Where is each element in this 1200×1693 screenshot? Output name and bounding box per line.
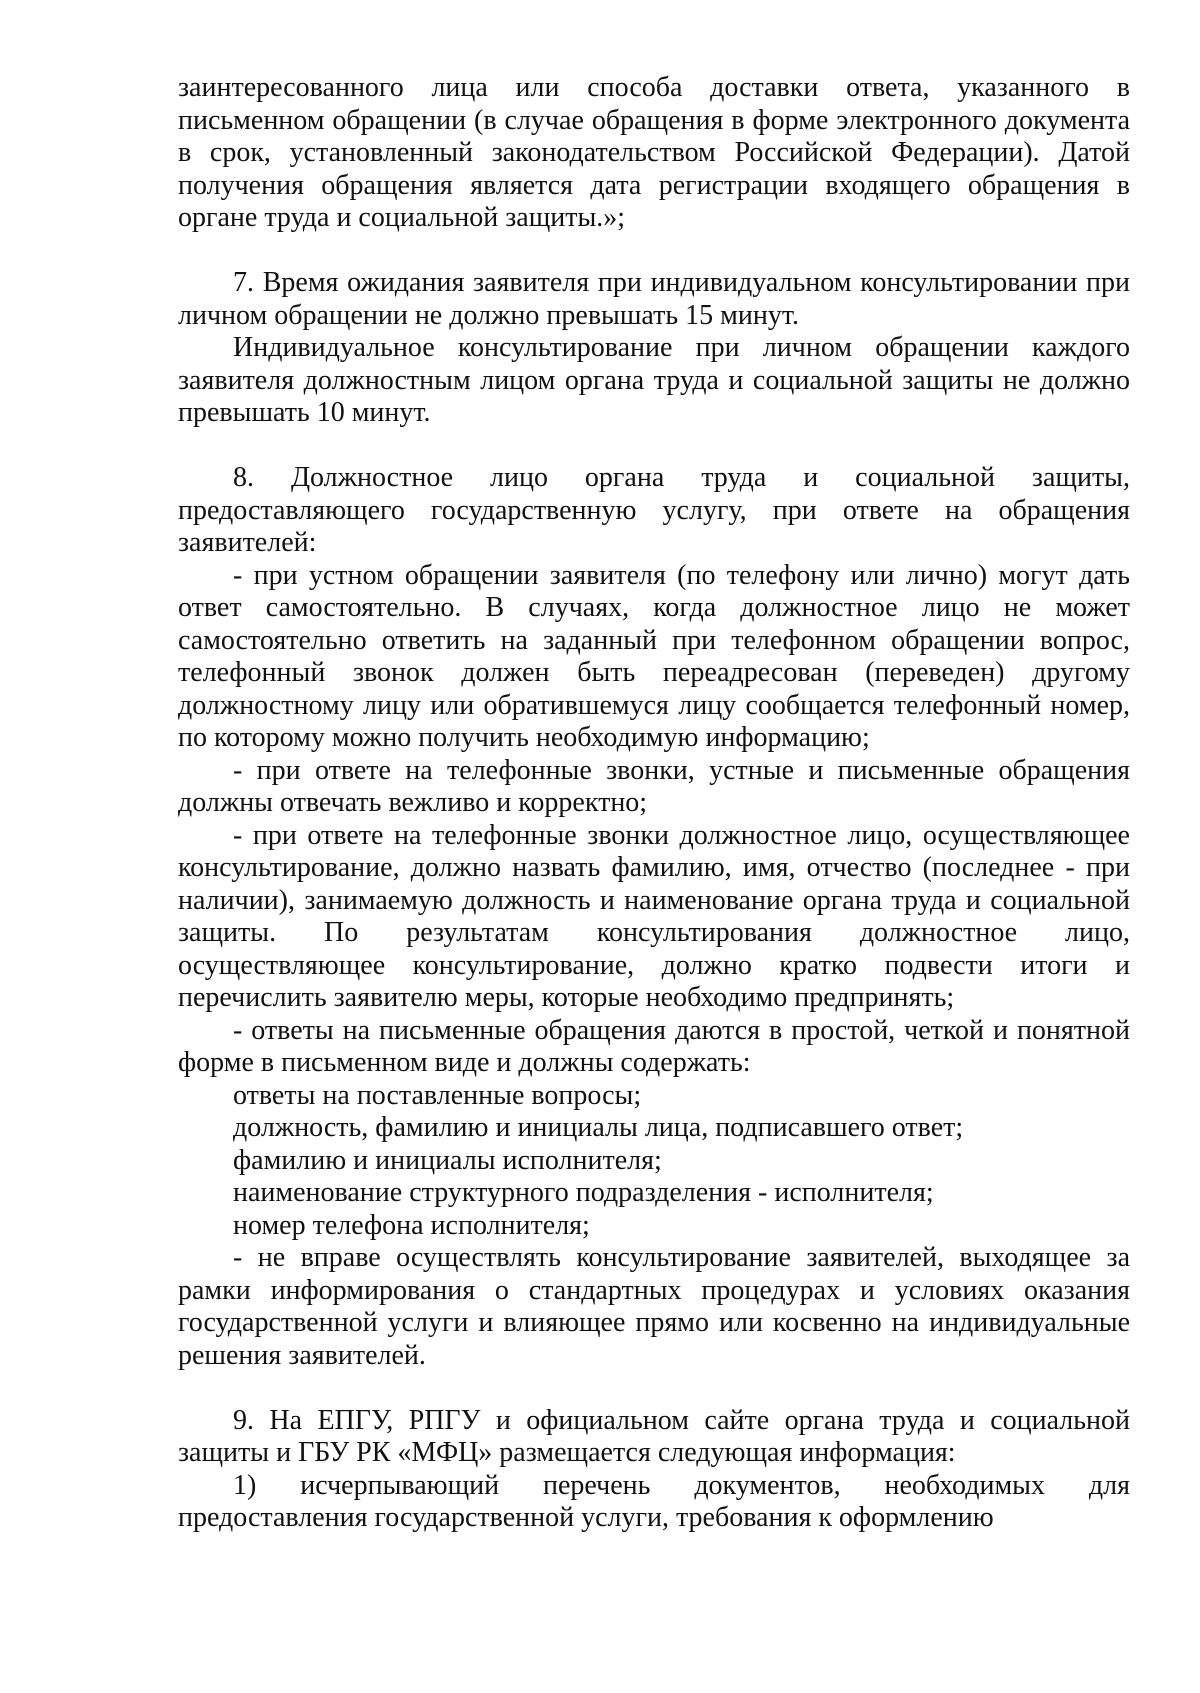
section-8-item-3: - при ответе на телефонные звонки должностное лицо, осуществляющее консультирование, должно назвать фамилию, имя, отчество (последнее - при наличии), занимаемую должность и наименование органа труда и социальной защиты. По результатам консультирования должностное лицо, осуществляющее консультирование, должно кратко подвести итоги и перечислить заявителю меры, которые необходимо предпринять; bbox=[178, 819, 1130, 1013]
section-9-intro: 9. На ЕПГУ, РПГУ и официальном сайте органа труда и социальной защиты и ГБУ РК «МФЦ» размещается следующая информация: bbox=[178, 1404, 1130, 1468]
section-8-item-4: - ответы на письменные обращения даются в простой, четкой и понятной форме в письменном виде и должны содержать: bbox=[178, 1014, 1130, 1078]
sub-list-item: фамилию и инициалы исполнителя; bbox=[233, 1144, 662, 1176]
section-7-paragraph-1: 7. Время ожидания заявителя при индивидуальном консультировании при личном обращении не должно превышать 15 минут. bbox=[178, 267, 1130, 331]
section-8-item-1: - при устном обращении заявителя (по телефону или лично) могут дать ответ самостоятельно. В случаях, когда должностное лицо не может самостоятельно ответить на заданный при телефонном обращении вопрос, телефонный звонок должен быть переадресован (переведен) другому должностному лицу или обратившемуся лицу сообщается телефонный номер, по которому можно получить необходимую информацию; bbox=[178, 559, 1130, 753]
section-9-item-1: 1) исчерпывающий перечень документов, необходимых для предоставления государственной услуги, требования к оформлению bbox=[178, 1469, 1130, 1533]
sub-list-item: наименование структурного подразделения - исполнителя; bbox=[233, 1177, 934, 1208]
section-7-paragraph-2: Индивидуальное консультирование при личном обращении каждого заявителя должностным лицом органа труда и социальной защиты не должно превышать 10 минут. bbox=[178, 332, 1130, 428]
sub-list-item: должность, фамилию и инициалы лица, подписавшего ответ; bbox=[233, 1112, 964, 1143]
sub-list-item: ответы на поставленные вопросы; bbox=[233, 1079, 642, 1111]
section-8-item-5: - не вправе осуществлять консультирование заявителей, выходящее за рамки информирования о стандартных процедурах и условиях оказания государственной услуги и влияющее прямо или косвенно на индивидуальные решения заявителей. bbox=[178, 1242, 1130, 1371]
sub-list-item: номер телефона исполнителя; bbox=[233, 1209, 590, 1241]
continuation-paragraph: заинтересованного лица или способа доставки ответа, указанного в письменном обращении (в случае обращения в форме электронного документа в срок, установленный законодательством Российской Федерации). Датой получения обращения является дата регистрации входящего обращения в органе труда и социальной защиты.»; bbox=[178, 72, 1130, 233]
section-8-intro: 8. Должностное лицо органа труда и социальной защиты, предоставляющего государственную услугу, при ответе на обращения заявителей: bbox=[178, 462, 1130, 558]
section-8-sub-list bbox=[178, 1080, 1130, 1243]
document-body bbox=[178, 72, 1130, 1535]
section-8-item-2: - при ответе на телефонные звонки, устные и письменные обращения должны отвечать вежливо и корректно; bbox=[178, 754, 1130, 818]
